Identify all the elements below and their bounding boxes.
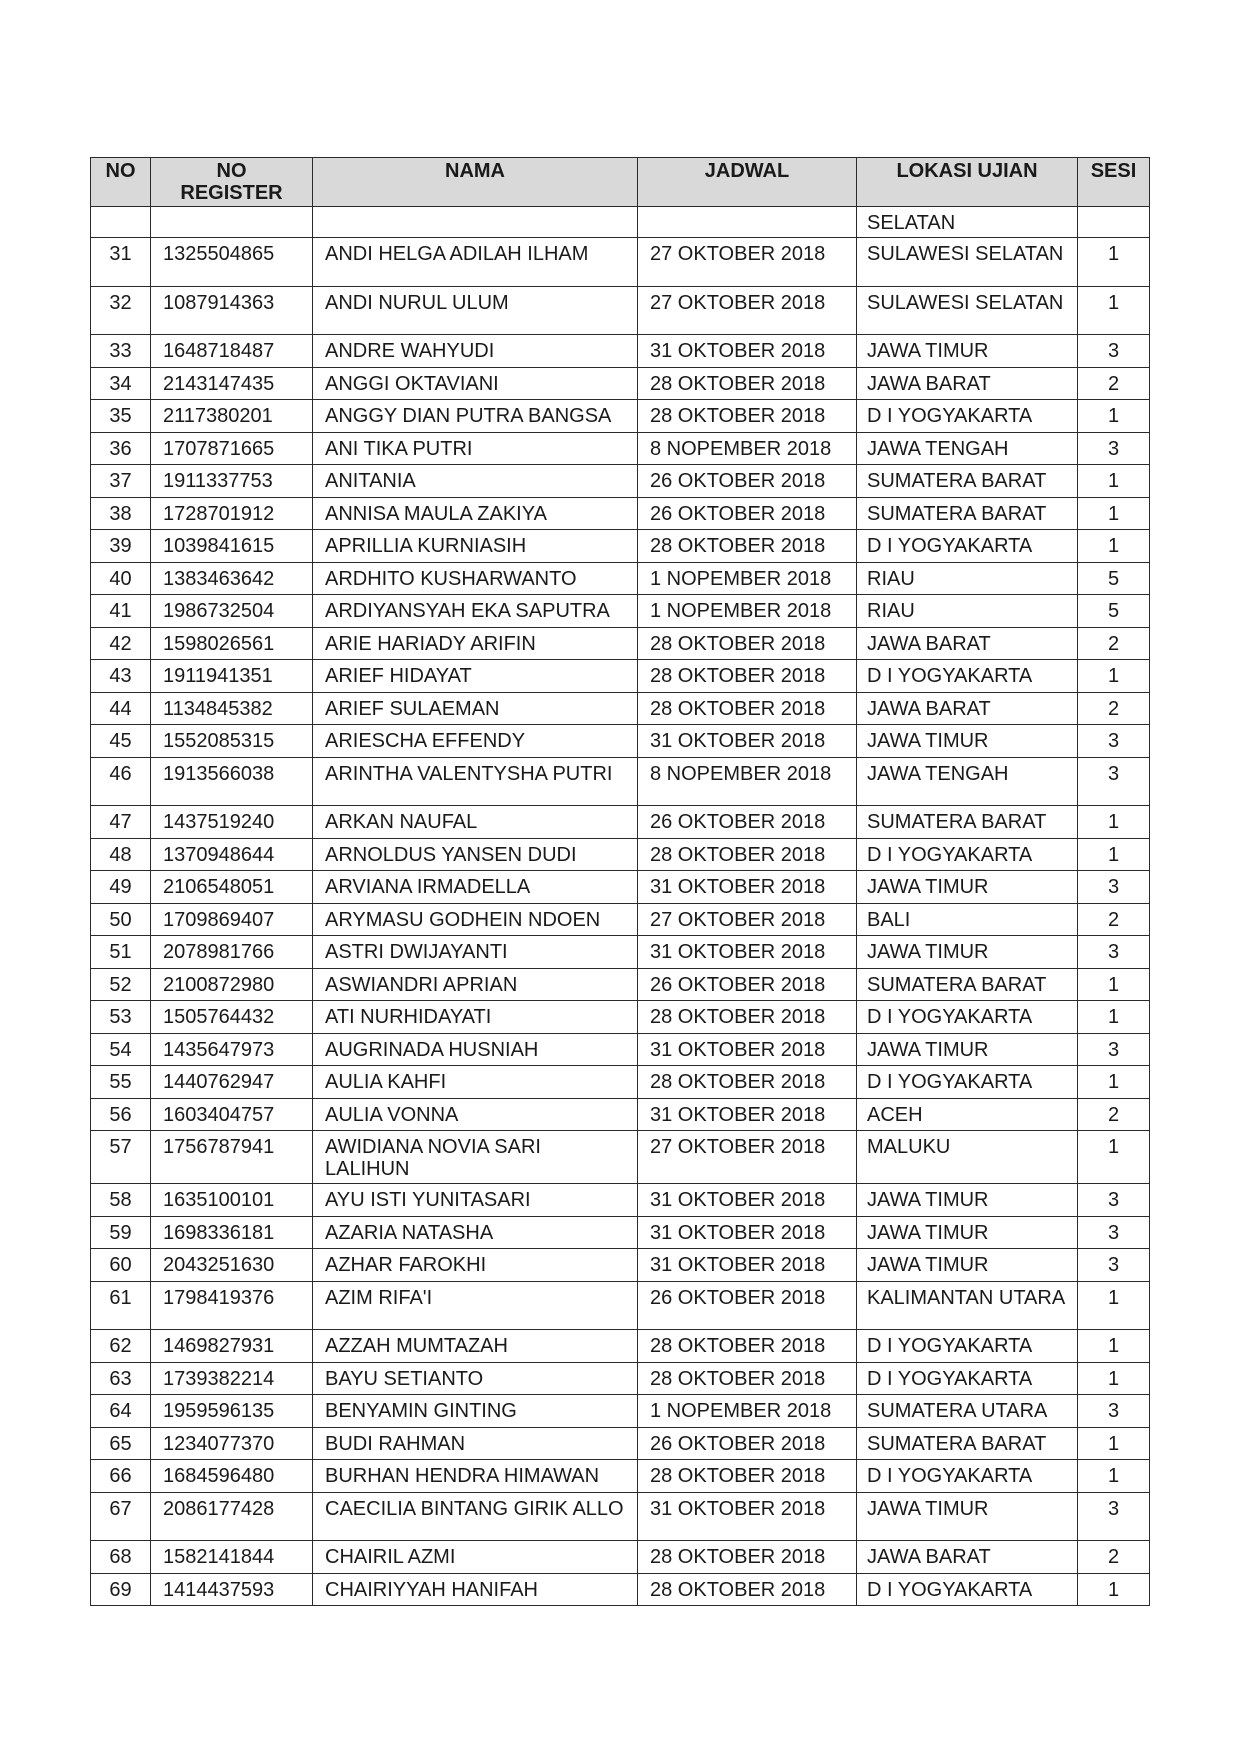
cell-jadwal: 28 OKTOBER 2018 bbox=[638, 660, 857, 693]
table-row bbox=[91, 1066, 1150, 1099]
cell-no: 46 bbox=[91, 757, 151, 806]
cell-sesi: 3 bbox=[1078, 1184, 1150, 1217]
cell-jadwal: 31 OKTOBER 2018 bbox=[638, 871, 857, 904]
cell-no: 62 bbox=[91, 1330, 151, 1363]
cell-jadwal: 1 NOPEMBER 2018 bbox=[638, 562, 857, 595]
cell-sesi: 1 bbox=[1078, 1066, 1150, 1099]
cell-sesi: 1 bbox=[1078, 806, 1150, 839]
cell-jadwal: 31 OKTOBER 2018 bbox=[638, 335, 857, 368]
cell-nama: ANDRE WAHYUDI bbox=[313, 335, 638, 368]
cell-register: 2100872980 bbox=[151, 968, 313, 1001]
table-row bbox=[91, 1098, 1150, 1131]
cell-lokasi: SULAWESI SELATAN bbox=[857, 238, 1078, 287]
cell-nama: ANDI HELGA ADILAH ILHAM bbox=[313, 238, 638, 287]
cell-lokasi: JAWA TENGAH bbox=[857, 432, 1078, 465]
cell-no: 56 bbox=[91, 1098, 151, 1131]
cell-register: 2086177428 bbox=[151, 1492, 313, 1541]
cell-jadwal: 26 OKTOBER 2018 bbox=[638, 1427, 857, 1460]
cell-no: 66 bbox=[91, 1460, 151, 1493]
cell-register: 2143147435 bbox=[151, 367, 313, 400]
cell-lokasi: JAWA TIMUR bbox=[857, 1249, 1078, 1282]
cell-register: 1414437593 bbox=[151, 1573, 313, 1606]
table-row bbox=[91, 1281, 1150, 1330]
table-row bbox=[91, 1184, 1150, 1217]
cell-no: 49 bbox=[91, 871, 151, 904]
cell-no: 32 bbox=[91, 286, 151, 335]
cell-no: 64 bbox=[91, 1395, 151, 1428]
cell-register: 1739382214 bbox=[151, 1362, 313, 1395]
cell-lokasi: ACEH bbox=[857, 1098, 1078, 1131]
header-jadwal: JADWAL bbox=[638, 158, 857, 207]
cell-nama: ATI NURHIDAYATI bbox=[313, 1001, 638, 1034]
cell-nama: ARVIANA IRMADELLA bbox=[313, 871, 638, 904]
cell-no: 39 bbox=[91, 530, 151, 563]
cell-sesi: 1 bbox=[1078, 238, 1150, 287]
cell-register: 1959596135 bbox=[151, 1395, 313, 1428]
cell-sesi: 1 bbox=[1078, 1131, 1150, 1184]
cell-no: 65 bbox=[91, 1427, 151, 1460]
cell-jadwal: 31 OKTOBER 2018 bbox=[638, 1492, 857, 1541]
cell-nama: CAECILIA BINTANG GIRIK ALLO bbox=[313, 1492, 638, 1541]
cell-lokasi: D I YOGYAKARTA bbox=[857, 1066, 1078, 1099]
cell-lokasi: SUMATERA BARAT bbox=[857, 806, 1078, 839]
cell-register: 1134845382 bbox=[151, 692, 313, 725]
cell-nama: ASTRI DWIJAYANTI bbox=[313, 936, 638, 969]
cell-no: 48 bbox=[91, 838, 151, 871]
cell-sesi: 3 bbox=[1078, 1395, 1150, 1428]
cell-register: 1756787941 bbox=[151, 1131, 313, 1184]
cell-sesi: 1 bbox=[1078, 1362, 1150, 1395]
table-row bbox=[91, 400, 1150, 433]
cell-jadwal: 28 OKTOBER 2018 bbox=[638, 1066, 857, 1099]
cell-sesi: 3 bbox=[1078, 1249, 1150, 1282]
cell-no: 42 bbox=[91, 627, 151, 660]
cell-register: 1437519240 bbox=[151, 806, 313, 839]
cell-nama: BURHAN HENDRA HIMAWAN bbox=[313, 1460, 638, 1493]
table-row bbox=[91, 562, 1150, 595]
cell-nama: AYU ISTI YUNITASARI bbox=[313, 1184, 638, 1217]
cell-sesi: 3 bbox=[1078, 725, 1150, 758]
cell-lokasi: JAWA TIMUR bbox=[857, 1184, 1078, 1217]
cell-no: 43 bbox=[91, 660, 151, 693]
cell-nama: ASWIANDRI APRIAN bbox=[313, 968, 638, 1001]
cell-jadwal: 28 OKTOBER 2018 bbox=[638, 838, 857, 871]
cell-jadwal: 27 OKTOBER 2018 bbox=[638, 903, 857, 936]
cell-jadwal: 1 NOPEMBER 2018 bbox=[638, 1395, 857, 1428]
cell-nama: ARYMASU GODHEIN NDOEN bbox=[313, 903, 638, 936]
cell-jadwal: 31 OKTOBER 2018 bbox=[638, 725, 857, 758]
cell-sesi: 3 bbox=[1078, 1216, 1150, 1249]
header-nama: NAMA bbox=[313, 158, 638, 207]
cell-nama: ARDIYANSYAH EKA SAPUTRA bbox=[313, 595, 638, 628]
document-page bbox=[90, 157, 1149, 1606]
cell-sesi: 2 bbox=[1078, 1541, 1150, 1574]
cell-lokasi: D I YOGYAKARTA bbox=[857, 660, 1078, 693]
table-row bbox=[91, 1131, 1150, 1184]
cell-jadwal: 1 NOPEMBER 2018 bbox=[638, 595, 857, 628]
cell-no: 67 bbox=[91, 1492, 151, 1541]
cell-lokasi: RIAU bbox=[857, 595, 1078, 628]
cell-sesi: 3 bbox=[1078, 1492, 1150, 1541]
cell-lokasi: JAWA TIMUR bbox=[857, 1033, 1078, 1066]
cell-lokasi: SUMATERA BARAT bbox=[857, 968, 1078, 1001]
cell-nama: AZZAH MUMTAZAH bbox=[313, 1330, 638, 1363]
cell-nama: APRILLIA KURNIASIH bbox=[313, 530, 638, 563]
cell-no: 37 bbox=[91, 465, 151, 498]
cell-no: 47 bbox=[91, 806, 151, 839]
cell-no: 41 bbox=[91, 595, 151, 628]
cell-lokasi: SUMATERA BARAT bbox=[857, 1427, 1078, 1460]
cell-no bbox=[91, 207, 151, 238]
cell-lokasi: MALUKU bbox=[857, 1131, 1078, 1184]
cell-no: 50 bbox=[91, 903, 151, 936]
cell-register: 1039841615 bbox=[151, 530, 313, 563]
table-row bbox=[91, 1573, 1150, 1606]
cell-nama: AZHAR FAROKHI bbox=[313, 1249, 638, 1282]
cell-nama: AUGRINADA HUSNIAH bbox=[313, 1033, 638, 1066]
cell-no: 33 bbox=[91, 335, 151, 368]
table-row bbox=[91, 1362, 1150, 1395]
table-row bbox=[91, 530, 1150, 563]
cell-no: 68 bbox=[91, 1541, 151, 1574]
cell-register: 1913566038 bbox=[151, 757, 313, 806]
cell-jadwal: 8 NOPEMBER 2018 bbox=[638, 757, 857, 806]
cell-lokasi: BALI bbox=[857, 903, 1078, 936]
table-row bbox=[91, 497, 1150, 530]
cell-jadwal: 28 OKTOBER 2018 bbox=[638, 627, 857, 660]
cell-sesi: 1 bbox=[1078, 497, 1150, 530]
cell-register: 1635100101 bbox=[151, 1184, 313, 1217]
cell-jadwal: 26 OKTOBER 2018 bbox=[638, 806, 857, 839]
cell-register: 1505764432 bbox=[151, 1001, 313, 1034]
cell-jadwal: 28 OKTOBER 2018 bbox=[638, 692, 857, 725]
cell-nama: BAYU SETIANTO bbox=[313, 1362, 638, 1395]
cell-lokasi: KALIMANTAN UTARA bbox=[857, 1281, 1078, 1330]
cell-sesi: 3 bbox=[1078, 1033, 1150, 1066]
continuation-row bbox=[91, 207, 1150, 238]
table-row bbox=[91, 1033, 1150, 1066]
cell-sesi: 2 bbox=[1078, 903, 1150, 936]
cell-register: 1603404757 bbox=[151, 1098, 313, 1131]
cell-jadwal bbox=[638, 207, 857, 238]
table-row bbox=[91, 286, 1150, 335]
cell-jadwal: 31 OKTOBER 2018 bbox=[638, 936, 857, 969]
table-row bbox=[91, 903, 1150, 936]
table-row bbox=[91, 1216, 1150, 1249]
cell-sesi: 2 bbox=[1078, 1098, 1150, 1131]
cell-sesi: 2 bbox=[1078, 367, 1150, 400]
cell-lokasi: SELATAN bbox=[857, 207, 1078, 238]
cell-no: 38 bbox=[91, 497, 151, 530]
cell-jadwal: 31 OKTOBER 2018 bbox=[638, 1033, 857, 1066]
cell-nama: ANGGI OKTAVIANI bbox=[313, 367, 638, 400]
table-row bbox=[91, 660, 1150, 693]
table-row bbox=[91, 725, 1150, 758]
participant-table bbox=[90, 157, 1150, 1606]
table-row bbox=[91, 1395, 1150, 1428]
cell-no: 59 bbox=[91, 1216, 151, 1249]
table-row bbox=[91, 1492, 1150, 1541]
cell-register: 1087914363 bbox=[151, 286, 313, 335]
cell-register: 1383463642 bbox=[151, 562, 313, 595]
table-body bbox=[91, 207, 1150, 1606]
cell-lokasi: SULAWESI SELATAN bbox=[857, 286, 1078, 335]
cell-no: 36 bbox=[91, 432, 151, 465]
cell-no: 63 bbox=[91, 1362, 151, 1395]
cell-lokasi: JAWA TIMUR bbox=[857, 1216, 1078, 1249]
cell-lokasi: JAWA TIMUR bbox=[857, 936, 1078, 969]
cell-nama: CHAIRIL AZMI bbox=[313, 1541, 638, 1574]
cell-sesi: 2 bbox=[1078, 692, 1150, 725]
cell-no: 53 bbox=[91, 1001, 151, 1034]
cell-lokasi: D I YOGYAKARTA bbox=[857, 1330, 1078, 1363]
cell-lokasi: D I YOGYAKARTA bbox=[857, 1573, 1078, 1606]
cell-register: 1798419376 bbox=[151, 1281, 313, 1330]
cell-lokasi: D I YOGYAKARTA bbox=[857, 1460, 1078, 1493]
table-row bbox=[91, 595, 1150, 628]
table-row bbox=[91, 627, 1150, 660]
cell-register: 1440762947 bbox=[151, 1066, 313, 1099]
cell-lokasi: JAWA BARAT bbox=[857, 1541, 1078, 1574]
cell-nama: BUDI RAHMAN bbox=[313, 1427, 638, 1460]
cell-register: 1911941351 bbox=[151, 660, 313, 693]
cell-nama: ARIESCHA EFFENDY bbox=[313, 725, 638, 758]
table-row bbox=[91, 1541, 1150, 1574]
cell-sesi: 1 bbox=[1078, 660, 1150, 693]
cell-sesi: 5 bbox=[1078, 595, 1150, 628]
cell-lokasi: SUMATERA BARAT bbox=[857, 465, 1078, 498]
table-row bbox=[91, 871, 1150, 904]
cell-register: 2043251630 bbox=[151, 1249, 313, 1282]
cell-register: 2078981766 bbox=[151, 936, 313, 969]
cell-register: 1728701912 bbox=[151, 497, 313, 530]
cell-lokasi: JAWA BARAT bbox=[857, 367, 1078, 400]
header-register bbox=[151, 158, 313, 207]
cell-nama: AZIM RIFA'I bbox=[313, 1281, 638, 1330]
cell-sesi: 3 bbox=[1078, 936, 1150, 969]
cell-lokasi: D I YOGYAKARTA bbox=[857, 838, 1078, 871]
table-row bbox=[91, 968, 1150, 1001]
cell-jadwal: 26 OKTOBER 2018 bbox=[638, 497, 857, 530]
cell-no: 35 bbox=[91, 400, 151, 433]
cell-register: 1582141844 bbox=[151, 1541, 313, 1574]
table-row bbox=[91, 1427, 1150, 1460]
cell-nama: ANGGY DIAN PUTRA BANGSA bbox=[313, 400, 638, 433]
cell-nama: ANDI NURUL ULUM bbox=[313, 286, 638, 335]
cell-sesi: 5 bbox=[1078, 562, 1150, 595]
cell-sesi: 3 bbox=[1078, 871, 1150, 904]
cell-lokasi: D I YOGYAKARTA bbox=[857, 400, 1078, 433]
cell-jadwal: 8 NOPEMBER 2018 bbox=[638, 432, 857, 465]
cell-no: 61 bbox=[91, 1281, 151, 1330]
cell-lokasi: SUMATERA UTARA bbox=[857, 1395, 1078, 1428]
header-no: NO bbox=[91, 158, 151, 207]
cell-register: 1684596480 bbox=[151, 1460, 313, 1493]
cell-register: 1648718487 bbox=[151, 335, 313, 368]
cell-no: 58 bbox=[91, 1184, 151, 1217]
cell-jadwal: 27 OKTOBER 2018 bbox=[638, 286, 857, 335]
cell-jadwal: 31 OKTOBER 2018 bbox=[638, 1216, 857, 1249]
header-row bbox=[91, 158, 1150, 207]
cell-jadwal: 28 OKTOBER 2018 bbox=[638, 1573, 857, 1606]
cell-no: 55 bbox=[91, 1066, 151, 1099]
header-sesi: SESI bbox=[1078, 158, 1150, 207]
cell-lokasi: RIAU bbox=[857, 562, 1078, 595]
table-row bbox=[91, 367, 1150, 400]
cell-jadwal: 28 OKTOBER 2018 bbox=[638, 1362, 857, 1395]
cell-register: 1911337753 bbox=[151, 465, 313, 498]
cell-no: 34 bbox=[91, 367, 151, 400]
cell-sesi: 1 bbox=[1078, 400, 1150, 433]
cell-jadwal: 27 OKTOBER 2018 bbox=[638, 238, 857, 287]
cell-nama: BENYAMIN GINTING bbox=[313, 1395, 638, 1428]
cell-no: 40 bbox=[91, 562, 151, 595]
cell-no: 69 bbox=[91, 1573, 151, 1606]
cell-register: 1469827931 bbox=[151, 1330, 313, 1363]
cell-sesi: 1 bbox=[1078, 530, 1150, 563]
cell-lokasi: JAWA TENGAH bbox=[857, 757, 1078, 806]
cell-register: 1709869407 bbox=[151, 903, 313, 936]
cell-register: 1986732504 bbox=[151, 595, 313, 628]
cell-nama: ANITANIA bbox=[313, 465, 638, 498]
cell-jadwal: 28 OKTOBER 2018 bbox=[638, 1541, 857, 1574]
cell-jadwal: 31 OKTOBER 2018 bbox=[638, 1098, 857, 1131]
cell-no: 60 bbox=[91, 1249, 151, 1282]
cell-no: 57 bbox=[91, 1131, 151, 1184]
cell-jadwal: 26 OKTOBER 2018 bbox=[638, 1281, 857, 1330]
cell-register: 1325504865 bbox=[151, 238, 313, 287]
cell-lokasi: D I YOGYAKARTA bbox=[857, 530, 1078, 563]
cell-sesi: 1 bbox=[1078, 1573, 1150, 1606]
cell-nama: ARIEF HIDAYAT bbox=[313, 660, 638, 693]
cell-nama: ARNOLDUS YANSEN DUDI bbox=[313, 838, 638, 871]
cell-sesi: 3 bbox=[1078, 432, 1150, 465]
cell-nama bbox=[313, 207, 638, 238]
cell-jadwal: 28 OKTOBER 2018 bbox=[638, 367, 857, 400]
cell-nama: ARDHITO KUSHARWANTO bbox=[313, 562, 638, 595]
cell-no: 54 bbox=[91, 1033, 151, 1066]
cell-register: 1552085315 bbox=[151, 725, 313, 758]
table-row bbox=[91, 335, 1150, 368]
cell-register: 1234077370 bbox=[151, 1427, 313, 1460]
cell-nama: AULIA KAHFI bbox=[313, 1066, 638, 1099]
table-row bbox=[91, 838, 1150, 871]
cell-lokasi: D I YOGYAKARTA bbox=[857, 1001, 1078, 1034]
cell-jadwal: 28 OKTOBER 2018 bbox=[638, 400, 857, 433]
table-row bbox=[91, 465, 1150, 498]
cell-sesi: 1 bbox=[1078, 1427, 1150, 1460]
cell-register: 1698336181 bbox=[151, 1216, 313, 1249]
cell-lokasi: JAWA BARAT bbox=[857, 627, 1078, 660]
table-row bbox=[91, 1249, 1150, 1282]
table-row bbox=[91, 806, 1150, 839]
header-register-line2: REGISTER bbox=[180, 182, 283, 204]
cell-jadwal: 26 OKTOBER 2018 bbox=[638, 465, 857, 498]
cell-no: 31 bbox=[91, 238, 151, 287]
table-row bbox=[91, 936, 1150, 969]
cell-nama: ARIE HARIADY ARIFIN bbox=[313, 627, 638, 660]
cell-jadwal: 31 OKTOBER 2018 bbox=[638, 1249, 857, 1282]
cell-sesi: 1 bbox=[1078, 1001, 1150, 1034]
cell-sesi: 2 bbox=[1078, 627, 1150, 660]
cell-nama: ARKAN NAUFAL bbox=[313, 806, 638, 839]
cell-sesi: 1 bbox=[1078, 1460, 1150, 1493]
cell-sesi: 1 bbox=[1078, 838, 1150, 871]
cell-sesi bbox=[1078, 207, 1150, 238]
cell-lokasi: JAWA TIMUR bbox=[857, 725, 1078, 758]
cell-register: 1707871665 bbox=[151, 432, 313, 465]
cell-nama: ARINTHA VALENTYSHA PUTRI bbox=[313, 757, 638, 806]
cell-no: 45 bbox=[91, 725, 151, 758]
cell-sesi: 1 bbox=[1078, 1330, 1150, 1363]
cell-lokasi: SUMATERA BARAT bbox=[857, 497, 1078, 530]
table-row bbox=[91, 692, 1150, 725]
table-row bbox=[91, 432, 1150, 465]
cell-no: 44 bbox=[91, 692, 151, 725]
cell-register: 1435647973 bbox=[151, 1033, 313, 1066]
cell-lokasi: D I YOGYAKARTA bbox=[857, 1362, 1078, 1395]
cell-register: 2106548051 bbox=[151, 871, 313, 904]
header-register-line1: NO bbox=[216, 160, 247, 182]
cell-jadwal: 26 OKTOBER 2018 bbox=[638, 968, 857, 1001]
cell-nama: ARIEF SULAEMAN bbox=[313, 692, 638, 725]
cell-no: 51 bbox=[91, 936, 151, 969]
cell-nama: ANNISA MAULA ZAKIYA bbox=[313, 497, 638, 530]
cell-sesi: 1 bbox=[1078, 1281, 1150, 1330]
cell-sesi: 1 bbox=[1078, 465, 1150, 498]
cell-register: 2117380201 bbox=[151, 400, 313, 433]
cell-jadwal: 28 OKTOBER 2018 bbox=[638, 1460, 857, 1493]
cell-lokasi: JAWA TIMUR bbox=[857, 1492, 1078, 1541]
cell-lokasi: JAWA TIMUR bbox=[857, 871, 1078, 904]
cell-jadwal: 28 OKTOBER 2018 bbox=[638, 530, 857, 563]
table-row bbox=[91, 1001, 1150, 1034]
header-lokasi: LOKASI UJIAN bbox=[857, 158, 1078, 207]
table-header bbox=[91, 158, 1150, 207]
cell-jadwal: 27 OKTOBER 2018 bbox=[638, 1131, 857, 1184]
cell-register: 1370948644 bbox=[151, 838, 313, 871]
cell-sesi: 1 bbox=[1078, 968, 1150, 1001]
cell-nama: AULIA VONNA bbox=[313, 1098, 638, 1131]
cell-nama: CHAIRIYYAH HANIFAH bbox=[313, 1573, 638, 1606]
cell-register: 1598026561 bbox=[151, 627, 313, 660]
cell-lokasi: JAWA BARAT bbox=[857, 692, 1078, 725]
cell-nama: ANI TIKA PUTRI bbox=[313, 432, 638, 465]
table-row bbox=[91, 1460, 1150, 1493]
cell-lokasi: JAWA TIMUR bbox=[857, 335, 1078, 368]
cell-no: 52 bbox=[91, 968, 151, 1001]
table-row bbox=[91, 757, 1150, 806]
cell-sesi: 3 bbox=[1078, 757, 1150, 806]
cell-jadwal: 31 OKTOBER 2018 bbox=[638, 1184, 857, 1217]
cell-register bbox=[151, 207, 313, 238]
cell-sesi: 3 bbox=[1078, 335, 1150, 368]
cell-jadwal: 28 OKTOBER 2018 bbox=[638, 1001, 857, 1034]
cell-sesi: 1 bbox=[1078, 286, 1150, 335]
cell-nama: AZARIA NATASHA bbox=[313, 1216, 638, 1249]
cell-nama: AWIDIANA NOVIA SARI LALIHUN bbox=[313, 1131, 638, 1184]
table-row bbox=[91, 1330, 1150, 1363]
table-row bbox=[91, 238, 1150, 287]
cell-jadwal: 28 OKTOBER 2018 bbox=[638, 1330, 857, 1363]
